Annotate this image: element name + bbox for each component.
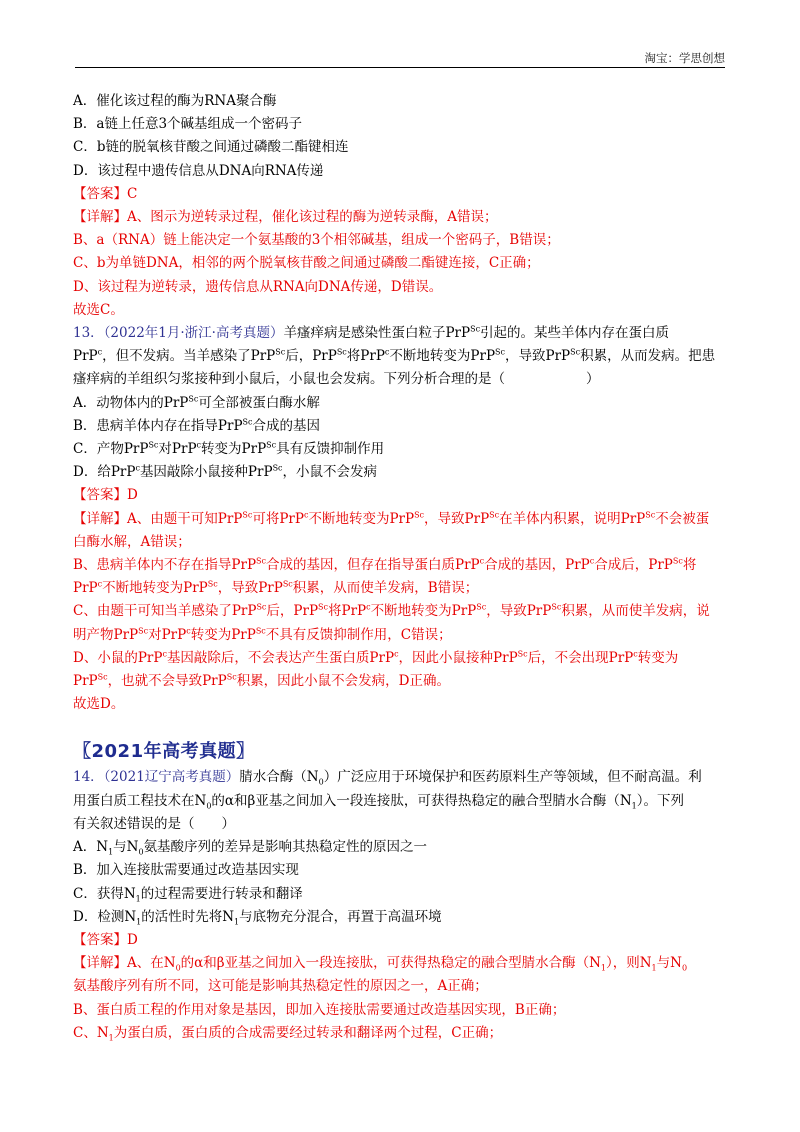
header-divider — [75, 67, 725, 68]
q14-detail-a-line2: 氨基酸序列有所不同，这可能是影响其热稳定性的原因之一，A正确； — [73, 978, 488, 995]
q14-source: （2021辽宁高考真题） — [103, 769, 240, 786]
q14-number: 14． — [73, 769, 104, 786]
q13-detail-c-line1: C、由题干可知当羊感染了PrP$^{Sc}$后，PrP$^{Sc}$将PrP$^c$不断地转变为PrP$^{Sc}$，导致PrP$^{Sc}$积累，从而使羊发病，说 — [73, 602, 710, 620]
q14-option-d: D．检测$N_1$的活性时先将$N_1$与底物充分混合，再置于高温环境 — [73, 908, 442, 927]
q12-option-a: A．催化该过程的酶为RNA聚合酶 — [73, 93, 277, 109]
q12-detail-a: 【详解】A、图示为逆转录过程，催化该过程的酶为逆转录酶，A错误； — [73, 209, 498, 226]
q12-answer: 【答案】C — [73, 185, 138, 202]
q14-option-b: B．加入连接肽需要通过改造基因实现 — [73, 862, 299, 879]
page-content — [73, 90, 733, 1045]
q14-option-c: C．获得$N_1$的过程需要进行转录和翻译 — [73, 885, 303, 904]
q13-choice: 故选D。 — [73, 696, 125, 713]
q12-option-d: D．该过程中遗传信息从DNA向RNA传递 — [73, 162, 324, 179]
q14-detail-c: C、$N_1$为蛋白质，蛋白质的合成需要经过转录和翻译两个过程，C正确； — [73, 1024, 503, 1043]
q13-number: 13． — [73, 325, 104, 342]
q14-answer: 【答案】D — [73, 931, 138, 948]
q12-option-b: B．a链上任意3个碱基组成一个密码子 — [73, 116, 303, 133]
q13-detail-c-line2: 明产物PrP$^{Sc}$对PrP$^c$转变为PrP$^{Sc}$不具有反馈抑制作用，C错误； — [73, 626, 452, 643]
q13-source: （2022年1月·浙江·高考真题） — [103, 325, 284, 342]
q13-detail-a-line2: 白酶水解，A错误； — [73, 533, 191, 550]
q12-detail-b: B、a（RNA）链上能决定一个氨基酸的3个相邻碱基，组成一个密码子，B错误； — [73, 232, 560, 249]
q13-option-d: D．给PrP$^c$基因敲除小鼠接种PrP$^{Sc}$，小鼠不会发病 — [73, 463, 378, 481]
q14-option-a: A．$N_1$与$N_0$氨基酸序列的差异是影响其热稳定性的原因之一 — [73, 839, 428, 857]
q13-option-b: B．患病羊体内存在指导PrP$^{Sc}$合成的基因 — [73, 417, 321, 434]
q14-stem-line3: 有关叙述错误的是（ ） — [73, 815, 235, 832]
q13-stem-line2: PrP$^c$，但不发病。当羊感染了PrP$^{Sc}$后，PrP$^{Sc}$将PrP$^c$不断地转变为PrP$^{Sc}$，导致PrP$^{Sc}$积累，从而发病。把患 — [73, 347, 716, 365]
q14-stem-line1: 14．（2021辽宁高考真题）腈水合酶$(N_0)$广泛应用于环境保护和医药原料生产等领域，但不耐高温。利 — [73, 769, 702, 788]
q13-detail-d-line2: PrP$^{Sc}$，也就不会导致PrP$^{Sc}$积累，因此小鼠不会发病，D正确。 — [73, 672, 451, 690]
q14-stem-line2: 用蛋白质工程技术在$N_0$的α和β亚基之间加入一段连接肽，可获得热稳定的融合型腈水合酶$(N_1)$。下列 — [73, 792, 684, 811]
q13-detail-b-line2: PrP$^c$不断地转变为PrP$^{Sc}$，导致PrP$^{Sc}$积累，从而使羊发病，B错误； — [73, 579, 479, 597]
q12-detail-c: C、b为单链DNA，相邻的两个脱氧核苷酸之间通过磷酸二酯键连接，C正确； — [73, 255, 540, 272]
q14-detail-b: B、蛋白质工程的作用对象是基因，即加入连接肽需要通过改造基因实现，B正确； — [73, 1001, 566, 1018]
q13-detail-d-line1: D、小鼠的PrP$^c$基因敲除后，不会表达产生蛋白质PrP$^c$，因此小鼠接种PrP$^{Sc}$后，不会出现PrP$^c$转变为 — [73, 649, 679, 666]
q13-detail-a-line1: 【详解】A、由题干可知PrP$^{Sc}$可将PrP$^c$不断地转变为PrP$^{Sc}$，导致PrP$^{Sc}$在羊体内积累，说明PrP$^{Sc}$不会被蛋 — [73, 510, 710, 527]
q13-option-a: A．动物体内的PrP$^{Sc}$可全部被蛋白酶水解 — [73, 394, 320, 411]
q13-detail-b-line1: B、患病羊体内不存在指导PrP$^{Sc}$合成的基因，但存在指导蛋白质PrP$^c$合成的基因，PrP$^c$合成后，PrP$^{Sc}$将 — [73, 556, 697, 574]
q12-option-c: C．b链的脱氧核苷酸之间通过磷酸二酯键相连 — [73, 139, 349, 156]
q13-option-c: C．产物PrP$^{Sc}$对PrP$^c$转变为PrP$^{Sc}$具有反馈抑制作用 — [73, 440, 385, 458]
q12-detail-d: D、该过程为逆转录，遗传信息从RNA向DNA传递，D错误。 — [73, 278, 443, 295]
q14-detail-a-line1: 【详解】A、在$N_0$的α和β亚基之间加入一段连接肽，可获得热稳定的融合型腈水合酶$(N_1)$，则$N_1$与$N_0$ — [73, 955, 688, 973]
q12-choice: 故选C。 — [73, 301, 124, 318]
section-title: 〖2021年高考真题〗 — [73, 741, 255, 763]
page-header: 淘宝：学思创想 — [644, 51, 725, 65]
q13-stem-line3: 瘙痒病的羊组织匀浆接种到小鼠后，小鼠也会发病。下列分析合理的是（ ） — [73, 371, 600, 388]
q13-answer: 【答案】D — [73, 487, 138, 504]
q13-stem-line1: 13．（2022年1月·浙江·高考真题）羊瘙痒病是感染性蛋白粒子PrP$^{Sc}$引起的。某些羊体内存在蛋白质 — [73, 324, 670, 342]
